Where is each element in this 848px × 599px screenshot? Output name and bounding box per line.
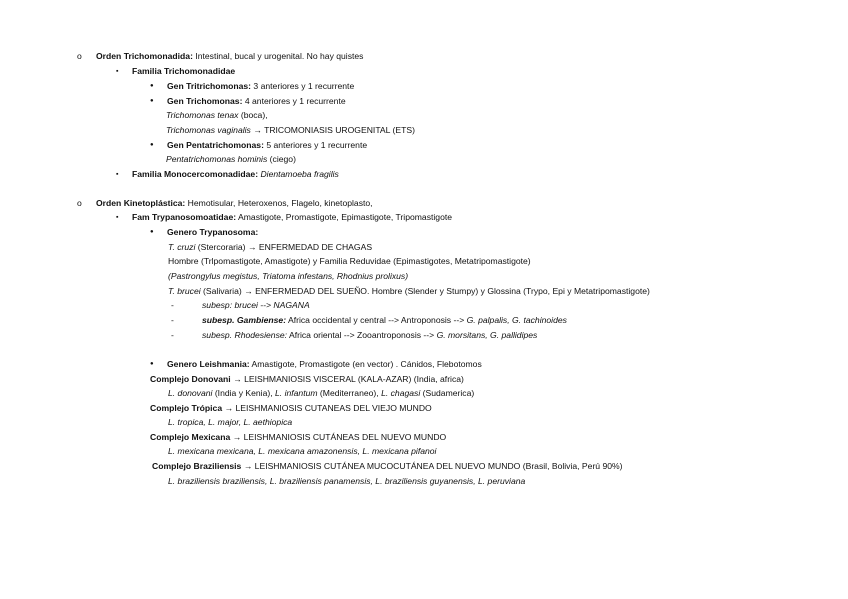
heading: Orden Kinetoplástica: <box>96 198 186 208</box>
genero-leishmania: Genero Leishmania: Amastigote, Promastigote (en vector) . Cánidos, Flebotomos <box>167 359 482 369</box>
dash-marker: - <box>171 330 174 340</box>
subesp-gambiense: subesp. Gambiense: Africa occidental y central --> Antroponosis --> G. palpalis, G. tachinoides <box>202 315 567 325</box>
bullet-dot: ● <box>150 229 154 235</box>
bullet-circle: o <box>77 51 82 61</box>
bullet-square: ▪ <box>116 171 119 178</box>
familia-monocercomonadidae: Familia Monocercomonadidae: Dientamoeba fragilis <box>132 169 339 179</box>
donovani-species: L. donovani (India y Kenia), L. infantum (Mediterraneo), L. chagasi (Sudamerica) <box>168 388 475 398</box>
complejo-tropica: Complejo Trópica → LEISHMANIOSIS CUTANEAS DEL VIEJO MUNDO <box>150 403 432 413</box>
bullet-dot: ● <box>150 361 154 367</box>
trichomonas-tenax-line: Trichomonas tenax (boca), <box>166 110 268 120</box>
bullet-square: ▪ <box>116 68 119 75</box>
heading: Orden Trichomonadida: <box>96 51 193 61</box>
complejo-mexicana: Complejo Mexicana → LEISHMANIOSIS CUTÁNEAS DEL NUEVO MUNDO <box>150 432 447 442</box>
bullet-square: ▪ <box>116 214 119 221</box>
gen-tritrichomonas: Gen Tritrichomonas: 3 anteriores y 1 recurrente <box>167 81 355 91</box>
tropica-species: L. tropica, L. major, L. aethiopica <box>168 417 293 427</box>
trichomonas-vaginalis-line: Trichomonas vaginalis → TRICOMONIASIS UROGENITAL (ETS) <box>166 125 415 135</box>
complejo-braziliensis: Complejo Braziliensis → LEISHMANIOSIS CUTÁNEA MUCOCUTÁNEA DEL NUEVO MUNDO (Brasil, Bolivia, Perú 90%) <box>152 461 623 471</box>
subesp-brucei: subesp: brucei --> NAGANA <box>202 300 310 310</box>
mexicana-species: L. mexicana mexicana, L. mexicana amazonensis, L. mexicana pifanoi <box>168 446 437 456</box>
gen-trichomonas: Gen Trichomonas: 4 anteriores y 1 recurrente <box>167 96 346 106</box>
bullet-dot: ● <box>150 142 154 148</box>
subesp-rhodesiense: subesp. Rhodesiense: Africa oriental --> Zooantroponosis --> G. morsitans, G. pallidipes <box>202 330 538 340</box>
hombre-line: Hombre (Trlpomastigote, Amastigote) y Familia Reduvidae (Epimastigotes, Metatripomastigote) <box>168 256 531 266</box>
bullet-dot: ● <box>150 98 154 104</box>
dash-marker: - <box>171 300 174 310</box>
bullet-dot: ● <box>150 83 154 89</box>
genero-trypanosoma: Genero Trypanosoma: <box>167 227 259 237</box>
orden-kinetoplastica: Orden Kinetoplástica: Hemotisular, Heteroxenos, Flagelo, kinetoplasto, <box>96 198 373 208</box>
braziliensis-species: L. braziliensis braziliensis, L. braziliensis panamensis, L. braziliensis guyanensis, L. peruviana <box>168 476 526 486</box>
dash-marker: - <box>171 315 174 325</box>
t-brucei-line: T. brucei (Salivaria) → ENFERMEDAD DEL SUEÑO. Hombre (Slender y Stumpy) y Glossina (Trypo, Epi y Metatripomastigote) <box>168 286 650 296</box>
familia-trichomonadidae: Familia Trichomonadidae <box>132 66 236 76</box>
bullet-circle: o <box>77 198 82 208</box>
orden-trichomonadida: Orden Trichomonadida: Intestinal, bucal y urogenital. No hay quistes <box>96 51 364 61</box>
vectores-line: (Pastrongylus megistus, Triatoma infestans, Rhodnius prolixus) <box>168 271 409 281</box>
fam-trypanosomoatidae: Fam Trypanosomoatidae: Amastigote, Promastigote, Epimastigote, Tripomastigote <box>132 212 453 222</box>
gen-pentatrichomonas: Gen Pentatrichomonas: 5 anteriores y 1 recurrente <box>167 140 368 150</box>
pentatrichomonas-hominis-line: Pentatrichomonas hominis (ciego) <box>166 154 296 164</box>
t-cruzi-line: T. cruzi (Stercoraria) → ENFERMEDAD DE CHAGAS <box>168 242 373 252</box>
complejo-donovani: Complejo Donovani → LEISHMANIOSIS VISCERAL (KALA-AZAR) (India, africa) <box>150 374 464 384</box>
